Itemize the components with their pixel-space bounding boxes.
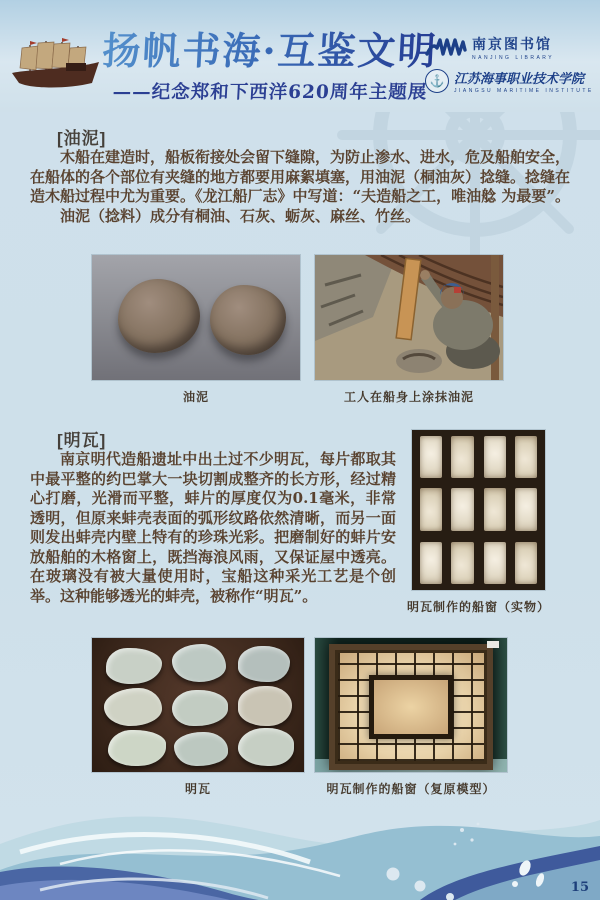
putty-lump bbox=[118, 279, 200, 353]
paragraph: 木船在建造时，船板衔接处会留下缝隙，为防止渗水、进水，危及船舶安全，在船体的各个部位有夹缝的地方都要用麻絮填塞，用油泥（桐油灰）捻缝。捻缝在造木船过程中尤为重要。《龙江船厂志》中写道：“夫造船之工，唯油艌 为最要”。 bbox=[30, 148, 571, 205]
window-pane bbox=[484, 436, 506, 478]
header-banner bbox=[0, 0, 600, 112]
mountain-zigzag-icon bbox=[425, 36, 467, 60]
worker-scene-illustration bbox=[315, 255, 503, 380]
shell-piece bbox=[238, 646, 290, 682]
shell-piece bbox=[106, 648, 162, 684]
maritime-institute-name-en: JIANGSU MARITIME INSTITUTE bbox=[454, 88, 594, 94]
anchor-emblem-icon: ⚓ bbox=[425, 69, 449, 93]
exhibit-label bbox=[487, 641, 499, 648]
title-block bbox=[100, 30, 440, 104]
shell-piece bbox=[174, 732, 228, 766]
window-pane bbox=[451, 488, 473, 530]
figure-worker-photo bbox=[315, 255, 503, 404]
shell-piece bbox=[108, 730, 166, 766]
putty-lump bbox=[210, 285, 286, 355]
figure-caption: 明瓦制作的船窗（实物） bbox=[406, 600, 551, 614]
shell-piece bbox=[104, 688, 162, 726]
window-pane bbox=[515, 542, 537, 584]
figure-caption: 明瓦 bbox=[184, 782, 212, 796]
figure-caption: 明瓦制作的船窗（复原模型） bbox=[326, 782, 496, 796]
worker-applying-putty-photo bbox=[315, 255, 503, 380]
window-pane bbox=[484, 542, 506, 584]
shell-piece bbox=[172, 690, 228, 726]
section-body-oil-putty bbox=[30, 148, 570, 226]
shell-piece bbox=[238, 686, 292, 726]
shell-pieces-photo bbox=[92, 638, 304, 772]
shell-window-model-photo bbox=[315, 638, 507, 772]
window-model-center-panel bbox=[369, 675, 453, 739]
window-pane bbox=[515, 436, 537, 478]
paragraph: 南京明代造船遗址中出土过不少明瓦，每片都取其中最平整的约巴掌大一块切割成整齐的长方形，经过精心打磨，光滑而平整，蚌片的厚度仅为0.1毫米，非常透明，但原来蚌壳表面的弧形纹路依然清晰，而另一面则发出蚌壳内壁上特有的珍珠光彩。把磨制好的蚌片安放船舶的木格窗上，既挡海浪风雨，又保证屋中透亮。在玻璃没有被大量使用时，宝船这种采光工艺是个创举。这种能够透光的蚌壳，被称作“明瓦”。 bbox=[30, 450, 396, 605]
window-pane bbox=[451, 436, 473, 478]
figure-shell-window-model bbox=[315, 638, 507, 796]
wave-footer-decoration bbox=[0, 810, 600, 900]
window-pane bbox=[420, 542, 442, 584]
nanjing-library-logo bbox=[425, 34, 590, 61]
nanjing-library-name-en: NANJING LIBRARY bbox=[472, 55, 555, 61]
window-pane bbox=[420, 488, 442, 530]
figure-shell-pieces bbox=[92, 638, 304, 796]
exhibition-subtitle: ——纪念郑和下西洋620周年主题展 bbox=[112, 81, 428, 103]
page-number: 15 bbox=[570, 880, 589, 895]
figure-shell-window-actual bbox=[406, 430, 551, 614]
figure-oil-putty-photo bbox=[92, 255, 300, 404]
window-model-frame bbox=[329, 644, 493, 770]
window-pane bbox=[420, 436, 442, 478]
figure-caption: 工人在船身上涂抹油泥 bbox=[343, 390, 475, 404]
figure-caption: 油泥 bbox=[182, 390, 210, 404]
shell-window-photo bbox=[412, 430, 545, 590]
paragraph: 油泥（捻料）成分有桐油、石灰、蛎灰、麻丝、竹丝。 bbox=[60, 206, 421, 225]
nanjing-library-name: 南京图书馆 bbox=[472, 37, 552, 53]
section-title-shell-tile: [明瓦] bbox=[57, 431, 107, 450]
window-pane bbox=[484, 488, 506, 530]
maritime-institute-name: 江苏海事职业技术学院 bbox=[454, 72, 585, 87]
organizer-logos bbox=[425, 34, 594, 94]
shell-piece bbox=[238, 728, 294, 766]
shell-piece bbox=[172, 644, 226, 682]
maritime-institute-logo bbox=[425, 68, 594, 94]
window-pane bbox=[451, 542, 473, 584]
section-title-oil-putty: [油泥] bbox=[57, 129, 107, 148]
oil-putty-photo bbox=[92, 255, 300, 380]
junk-ship-icon bbox=[8, 36, 103, 91]
section-body-shell-tile bbox=[30, 450, 396, 606]
exhibition-title: 扬帆书海·互鉴文明 bbox=[99, 30, 441, 72]
window-pane bbox=[515, 488, 537, 530]
